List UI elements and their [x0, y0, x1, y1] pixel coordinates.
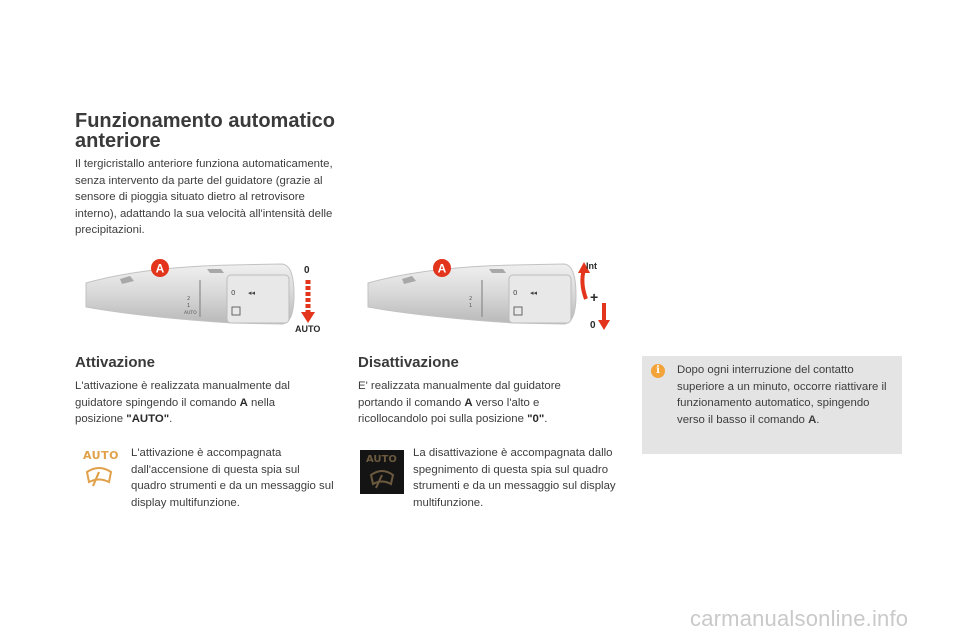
deactivation-heading: Disattivazione [358, 354, 459, 371]
stalk-label-0-right: 0 [590, 320, 596, 331]
auto-wiper-lamp-icon [80, 449, 120, 495]
deactivation-paragraph: E' realizzata manualmente dal guidatore portando il comando A verso l'alto e ricollocandolo poi sulla posizione "0". [358, 380, 561, 425]
stalk-label-plus: + [590, 289, 599, 305]
svg-text:◂◂: ◂◂ [248, 289, 256, 297]
page-title: Funzionamento automatico anteriore [75, 110, 335, 152]
svg-text:1: 1 [187, 303, 191, 309]
stalk-label-int: Int [586, 261, 597, 271]
svg-text:◂◂: ◂◂ [530, 289, 538, 297]
lamp-auto-label-right: AUTO [366, 454, 397, 465]
activation-heading: Attivazione [75, 354, 156, 371]
watermark: carmanualsonline.info [690, 606, 909, 631]
wiper-stalk-deactivation-figure [364, 255, 620, 335]
svg-text:0: 0 [231, 289, 236, 297]
intro-paragraph: Il tergicristallo anteriore funziona automaticamente, senza intervento da parte del guidatore (grazie al sensore di pioggia situato dietro al retrovisore interno), adattando la sua velocità all'intensità delle precipitazioni. [75, 158, 333, 236]
callout-a-right: A [437, 261, 447, 276]
info-icon: i [651, 364, 665, 378]
wiper-stalk-activation-figure [82, 255, 340, 335]
info-text: Dopo ogni interruzione del contatto superiore a un minuto, occorre riattivare il funzionamento automatico, spingendo verso il basso il comando A. [677, 364, 887, 426]
auto-wiper-lamp-off-icon [360, 450, 404, 494]
stalk-label-auto-left: AUTO [295, 324, 321, 334]
activation-paragraph: L'attivazione è realizzata manualmente dal guidatore spingendo il comando A nella posizione "AUTO". [75, 380, 290, 425]
activation-lamp-note: L'attivazione è accompagnata dall'accensione di questa spia sul quadro strumenti e da un messaggio sul display multifunzione. [131, 447, 334, 509]
callout-a-left: A [155, 261, 165, 276]
svg-text:0: 0 [513, 289, 518, 297]
svg-text:2: 2 [469, 296, 473, 302]
svg-text:1: 1 [469, 303, 473, 309]
scale-auto-label: AUTO [184, 311, 197, 316]
deactivation-lamp-note: La disattivazione è accompagnata dallo spegnimento di questa spia sul quadro strumenti e da un messaggio sul display multifunzione. [413, 447, 616, 509]
stalk-label-0-left: 0 [304, 265, 310, 276]
lamp-auto-label-left: AUTO [83, 449, 119, 462]
svg-text:2: 2 [187, 296, 191, 302]
